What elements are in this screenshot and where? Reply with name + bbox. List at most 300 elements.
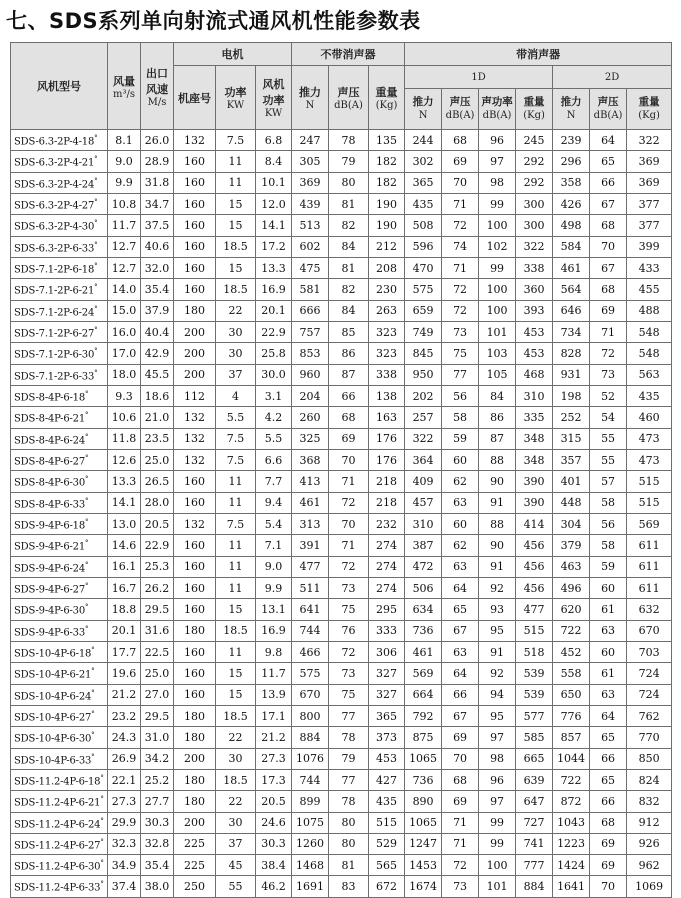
header-fan-power-l1: 风机 (262, 78, 285, 91)
cell-2d-weight: 1069 (627, 876, 672, 897)
cell-ns-weight: 672 (369, 876, 405, 897)
cell-outlet-speed: 35.4 (141, 855, 174, 876)
cell-2d-sound: 67 (590, 257, 627, 278)
cell-power: 15 (216, 599, 256, 620)
cell-ns-sound: 81 (329, 257, 369, 278)
cell-2d-thrust: 1044 (553, 748, 590, 769)
cell-frame: 160 (174, 684, 216, 705)
cell-ns-thrust: 670 (292, 684, 329, 705)
cell-2d-weight: 435 (627, 385, 672, 406)
cell-ns-sound: 66 (329, 385, 369, 406)
cell-ns-weight: 263 (369, 300, 405, 321)
header-1d-thrust-label: 推力 (412, 96, 434, 108)
header-1d-weight-label: 重量 (523, 96, 545, 108)
cell-ns-thrust: 477 (292, 556, 329, 577)
cell-ns-sound: 79 (329, 151, 369, 172)
cell-fan-power: 9.9 (256, 577, 292, 598)
table-row (11, 769, 672, 790)
cell-ns-sound: 85 (329, 321, 369, 342)
cell-airflow: 16.0 (108, 321, 141, 342)
cell-1d-thrust: 575 (405, 279, 442, 300)
header-ns-weight-label: 重量 (375, 86, 398, 99)
table-row (11, 321, 672, 342)
cell-2d-thrust: 304 (553, 513, 590, 534)
cell-model (11, 599, 108, 620)
cell-ns-sound: 80 (329, 812, 369, 833)
cell-model (11, 300, 108, 321)
cell-model (11, 492, 108, 513)
cell-1d-thrust: 244 (405, 130, 442, 151)
cell-frame: 160 (174, 193, 216, 214)
model-text: SDS-7.1-2P-6-30 (14, 349, 95, 361)
cell-2d-sound: 67 (590, 193, 627, 214)
cell-ns-weight: 182 (369, 172, 405, 193)
cell-ns-weight: 190 (369, 215, 405, 236)
cell-2d-sound: 56 (590, 513, 627, 534)
degree-mark: ° (85, 432, 89, 441)
cell-fan-power: 20.1 (256, 300, 292, 321)
cell-1d-weight: 777 (516, 855, 553, 876)
cell-1d-thrust: 569 (405, 663, 442, 684)
cell-1d-sound: 77 (442, 364, 479, 385)
table-row (11, 151, 672, 172)
degree-mark: ° (94, 197, 98, 206)
header-2d: 2D (553, 66, 672, 89)
cell-2d-sound: 69 (590, 855, 627, 876)
cell-1d-weight: 335 (516, 407, 553, 428)
cell-1d-sound: 58 (442, 407, 479, 428)
cell-1d-sound: 56 (442, 385, 479, 406)
cell-1d-sound-power: 99 (479, 257, 516, 278)
cell-frame: 200 (174, 343, 216, 364)
cell-outlet-speed: 28.0 (141, 492, 174, 513)
cell-outlet-speed: 25.0 (141, 449, 174, 470)
cell-ns-thrust: 853 (292, 343, 329, 364)
degree-mark: ° (91, 688, 95, 697)
cell-fan-power: 9.8 (256, 641, 292, 662)
cell-airflow: 8.1 (108, 130, 141, 151)
table-row (11, 812, 672, 833)
cell-model (11, 513, 108, 534)
degree-mark: ° (100, 880, 104, 889)
model-text: SDS-7.1-2P-6-27 (14, 328, 95, 340)
degree-mark: ° (100, 816, 104, 825)
model-text: SDS-10-4P-6-30 (14, 733, 92, 745)
cell-ns-thrust: 369 (292, 172, 329, 193)
cell-1d-sound: 63 (442, 556, 479, 577)
cell-2d-sound: 60 (590, 641, 627, 662)
header-no-silencer: 不带消声器 (292, 43, 405, 66)
cell-model (11, 364, 108, 385)
cell-2d-weight: 563 (627, 364, 672, 385)
cell-fan-power: 10.1 (256, 172, 292, 193)
cell-airflow: 19.6 (108, 663, 141, 684)
cell-2d-thrust: 620 (553, 599, 590, 620)
cell-airflow: 37.4 (108, 876, 141, 897)
cell-2d-thrust: 315 (553, 428, 590, 449)
table-row (11, 535, 672, 556)
cell-power: 45 (216, 855, 256, 876)
cell-2d-weight: 912 (627, 812, 672, 833)
cell-power: 18.5 (216, 236, 256, 257)
table-row (11, 684, 672, 705)
cell-2d-sound: 61 (590, 599, 627, 620)
cell-power: 7.5 (216, 428, 256, 449)
header-2d-weight-label: 重量 (638, 96, 660, 108)
cell-fan-power: 13.9 (256, 684, 292, 705)
cell-ns-sound: 80 (329, 172, 369, 193)
cell-frame: 132 (174, 130, 216, 151)
cell-2d-weight: 455 (627, 279, 672, 300)
cell-power: 7.5 (216, 513, 256, 534)
performance-table (10, 42, 672, 898)
cell-1d-sound-power: 86 (479, 407, 516, 428)
cell-model (11, 833, 108, 854)
cell-1d-sound-power: 91 (479, 492, 516, 513)
cell-outlet-speed: 45.5 (141, 364, 174, 385)
table-row (11, 705, 672, 726)
table-row (11, 193, 672, 214)
cell-model (11, 471, 108, 492)
cell-1d-sound-power: 90 (479, 535, 516, 556)
cell-ns-sound: 72 (329, 556, 369, 577)
cell-frame: 112 (174, 385, 216, 406)
cell-ns-thrust: 581 (292, 279, 329, 300)
cell-1d-sound: 60 (442, 513, 479, 534)
cell-frame: 200 (174, 321, 216, 342)
cell-fan-power: 14.1 (256, 215, 292, 236)
cell-ns-weight: 218 (369, 492, 405, 513)
cell-ns-thrust: 513 (292, 215, 329, 236)
cell-airflow: 16.7 (108, 577, 141, 598)
cell-ns-thrust: 260 (292, 407, 329, 428)
cell-model (11, 684, 108, 705)
cell-power: 11 (216, 151, 256, 172)
cell-ns-sound: 78 (329, 130, 369, 151)
cell-ns-weight: 182 (369, 151, 405, 172)
table-row (11, 279, 672, 300)
cell-2d-weight: 832 (627, 791, 672, 812)
cell-2d-thrust: 1424 (553, 855, 590, 876)
cell-2d-thrust: 198 (553, 385, 590, 406)
cell-ns-thrust: 575 (292, 663, 329, 684)
degree-mark: ° (94, 368, 98, 377)
cell-1d-thrust: 322 (405, 428, 442, 449)
cell-1d-sound-power: 100 (479, 300, 516, 321)
table-row (11, 449, 672, 470)
degree-mark: ° (100, 795, 104, 804)
cell-fan-power: 24.6 (256, 812, 292, 833)
degree-mark: ° (85, 624, 89, 633)
page-title: 七、SDS系列单向射流式通风机性能参数表 (6, 9, 421, 33)
model-text: SDS-8-4P-6-18 (14, 392, 85, 404)
cell-2d-sound: 61 (590, 663, 627, 684)
header-1d-sound-unit: dB(A) (445, 110, 475, 121)
table-body (11, 130, 672, 898)
table-row (11, 428, 672, 449)
cell-airflow: 12.7 (108, 236, 141, 257)
cell-airflow: 10.8 (108, 193, 141, 214)
cell-1d-weight: 585 (516, 727, 553, 748)
cell-power: 11 (216, 172, 256, 193)
degree-mark: ° (91, 645, 95, 654)
cell-ns-thrust: 1076 (292, 748, 329, 769)
cell-outlet-speed: 32.8 (141, 833, 174, 854)
cell-1d-sound-power: 98 (479, 172, 516, 193)
cell-1d-thrust: 596 (405, 236, 442, 257)
cell-1d-sound: 67 (442, 705, 479, 726)
cell-fan-power: 3.1 (256, 385, 292, 406)
cell-2d-weight: 548 (627, 343, 672, 364)
cell-model (11, 130, 108, 151)
cell-1d-thrust: 736 (405, 620, 442, 641)
cell-model (11, 641, 108, 662)
model-text: SDS-6.3-2P-4-24 (14, 178, 95, 190)
cell-1d-sound-power: 96 (479, 769, 516, 790)
cell-1d-thrust: 1674 (405, 876, 442, 897)
cell-ns-sound: 82 (329, 215, 369, 236)
cell-model (11, 343, 108, 364)
header-2d-thrust-label: 推力 (560, 96, 582, 108)
cell-1d-weight: 539 (516, 684, 553, 705)
cell-2d-sound: 68 (590, 279, 627, 300)
cell-1d-sound: 64 (442, 577, 479, 598)
cell-2d-thrust: 1043 (553, 812, 590, 833)
model-text: SDS-10-4P-6-33 (14, 754, 92, 766)
cell-ns-sound: 70 (329, 449, 369, 470)
cell-outlet-speed: 26.2 (141, 577, 174, 598)
cell-2d-weight: 724 (627, 663, 672, 684)
cell-2d-weight: 762 (627, 705, 672, 726)
cell-frame: 200 (174, 748, 216, 769)
cell-2d-thrust: 357 (553, 449, 590, 470)
cell-airflow: 24.3 (108, 727, 141, 748)
cell-2d-sound: 64 (590, 705, 627, 726)
cell-ns-thrust: 1075 (292, 812, 329, 833)
cell-ns-thrust: 960 (292, 364, 329, 385)
table-row (11, 620, 672, 641)
header-outlet-speed-l1: 出口 (146, 66, 168, 80)
cell-1d-sound: 63 (442, 492, 479, 513)
cell-ns-sound: 78 (329, 727, 369, 748)
degree-mark: ° (100, 837, 104, 846)
cell-2d-thrust: 872 (553, 791, 590, 812)
cell-1d-sound-power: 99 (479, 812, 516, 833)
cell-ns-sound: 76 (329, 620, 369, 641)
cell-outlet-speed: 30.3 (141, 812, 174, 833)
header-1d-sound-label: 声压 (449, 96, 471, 108)
cell-2d-thrust: 646 (553, 300, 590, 321)
cell-1d-thrust: 749 (405, 321, 442, 342)
cell-fan-power: 16.9 (256, 279, 292, 300)
table-row (11, 641, 672, 662)
cell-1d-sound: 72 (442, 279, 479, 300)
header-ns-weight-unit: (Kg) (375, 100, 398, 111)
cell-outlet-speed: 42.9 (141, 343, 174, 364)
cell-ns-sound: 81 (329, 855, 369, 876)
cell-fan-power: 38.4 (256, 855, 292, 876)
cell-1d-sound-power: 94 (479, 684, 516, 705)
header-2d-weight-unit: (Kg) (638, 110, 660, 121)
header-1d: 1D (405, 66, 553, 89)
cell-ns-thrust: 757 (292, 321, 329, 342)
cell-airflow: 22.1 (108, 769, 141, 790)
cell-2d-thrust: 1223 (553, 833, 590, 854)
degree-mark: ° (91, 709, 95, 718)
cell-power: 11 (216, 641, 256, 662)
cell-power: 4 (216, 385, 256, 406)
cell-2d-weight: 433 (627, 257, 672, 278)
header-airflow-unit: m³/s (113, 88, 135, 100)
cell-fan-power: 7.1 (256, 535, 292, 556)
cell-1d-weight: 539 (516, 663, 553, 684)
cell-1d-thrust: 202 (405, 385, 442, 406)
cell-ns-sound: 78 (329, 791, 369, 812)
cell-1d-sound-power: 92 (479, 577, 516, 598)
cell-frame: 160 (174, 279, 216, 300)
cell-ns-weight: 565 (369, 855, 405, 876)
model-text: SDS-11.2-4P-6-30 (14, 861, 101, 873)
cell-1d-sound-power: 92 (479, 663, 516, 684)
cell-ns-weight: 163 (369, 407, 405, 428)
cell-frame: 160 (174, 641, 216, 662)
cell-1d-weight: 390 (516, 471, 553, 492)
cell-power: 37 (216, 833, 256, 854)
cell-ns-thrust: 884 (292, 727, 329, 748)
cell-airflow: 14.0 (108, 279, 141, 300)
cell-ns-sound: 83 (329, 876, 369, 897)
cell-1d-thrust: 435 (405, 193, 442, 214)
cell-ns-thrust: 368 (292, 449, 329, 470)
cell-ns-weight: 333 (369, 620, 405, 641)
cell-2d-thrust: 564 (553, 279, 590, 300)
cell-ns-weight: 327 (369, 663, 405, 684)
model-text: SDS-11.2-4P-6-27 (14, 840, 101, 852)
cell-1d-sound: 68 (442, 130, 479, 151)
degree-mark: ° (85, 453, 89, 462)
cell-power: 18.5 (216, 705, 256, 726)
cell-1d-sound: 63 (442, 641, 479, 662)
cell-frame: 160 (174, 151, 216, 172)
table-header (11, 43, 672, 130)
cell-frame: 180 (174, 705, 216, 726)
cell-power: 30 (216, 748, 256, 769)
cell-airflow: 13.0 (108, 513, 141, 534)
cell-1d-sound-power: 91 (479, 556, 516, 577)
cell-ns-weight: 176 (369, 428, 405, 449)
cell-outlet-speed: 26.0 (141, 130, 174, 151)
model-text: SDS-8-4P-6-24 (14, 434, 85, 446)
cell-2d-sound: 68 (590, 812, 627, 833)
model-text: SDS-9-4P-6-27 (14, 584, 85, 596)
cell-frame: 160 (174, 663, 216, 684)
cell-ns-weight: 230 (369, 279, 405, 300)
cell-2d-thrust: 252 (553, 407, 590, 428)
cell-1d-weight: 518 (516, 641, 553, 662)
cell-outlet-speed: 31.0 (141, 727, 174, 748)
cell-1d-sound: 75 (442, 343, 479, 364)
cell-1d-thrust: 472 (405, 556, 442, 577)
cell-1d-sound-power: 97 (479, 151, 516, 172)
cell-frame: 160 (174, 492, 216, 513)
cell-1d-sound-power: 105 (479, 364, 516, 385)
cell-frame: 132 (174, 449, 216, 470)
cell-power: 15 (216, 663, 256, 684)
cell-ns-thrust: 1260 (292, 833, 329, 854)
cell-1d-weight: 468 (516, 364, 553, 385)
table-row (11, 130, 672, 151)
cell-2d-thrust: 734 (553, 321, 590, 342)
cell-power: 7.5 (216, 449, 256, 470)
cell-2d-thrust: 401 (553, 471, 590, 492)
cell-power: 22 (216, 791, 256, 812)
cell-power: 15 (216, 215, 256, 236)
cell-1d-weight: 245 (516, 130, 553, 151)
cell-fan-power: 8.4 (256, 151, 292, 172)
cell-2d-thrust: 722 (553, 620, 590, 641)
cell-ns-sound: 75 (329, 684, 369, 705)
cell-ns-thrust: 666 (292, 300, 329, 321)
cell-1d-sound-power: 101 (479, 876, 516, 897)
header-ns-weight (369, 66, 405, 130)
cell-1d-weight: 727 (516, 812, 553, 833)
model-text: SDS-9-4P-6-30 (14, 605, 85, 617)
cell-1d-weight: 741 (516, 833, 553, 854)
cell-frame: 200 (174, 812, 216, 833)
degree-mark: ° (85, 539, 89, 548)
cell-model (11, 407, 108, 428)
cell-1d-thrust: 470 (405, 257, 442, 278)
degree-mark: ° (91, 667, 95, 676)
cell-2d-sound: 66 (590, 172, 627, 193)
cell-1d-thrust: 1247 (405, 833, 442, 854)
cell-1d-sound-power: 88 (479, 449, 516, 470)
model-text: SDS-11.2-4P-6-18 (14, 776, 101, 788)
cell-ns-thrust: 325 (292, 428, 329, 449)
cell-1d-thrust: 457 (405, 492, 442, 513)
cell-2d-sound: 69 (590, 300, 627, 321)
cell-frame: 180 (174, 620, 216, 641)
cell-1d-sound: 72 (442, 855, 479, 876)
cell-frame: 250 (174, 876, 216, 897)
cell-ns-thrust: 602 (292, 236, 329, 257)
cell-1d-sound-power: 98 (479, 748, 516, 769)
cell-model (11, 769, 108, 790)
cell-outlet-speed: 25.0 (141, 663, 174, 684)
header-fan-power (256, 66, 292, 130)
cell-ns-sound: 80 (329, 833, 369, 854)
header-outlet-speed-unit: M/s (147, 96, 167, 108)
degree-mark: ° (94, 347, 98, 356)
cell-fan-power: 9.4 (256, 492, 292, 513)
cell-2d-sound: 55 (590, 428, 627, 449)
table-row (11, 599, 672, 620)
cell-airflow: 13.3 (108, 471, 141, 492)
cell-2d-sound: 59 (590, 556, 627, 577)
cell-frame: 132 (174, 513, 216, 534)
cell-frame: 180 (174, 300, 216, 321)
cell-1d-sound-power: 97 (479, 727, 516, 748)
header-1d-thrust (405, 89, 442, 130)
header-airflow (108, 43, 141, 130)
cell-1d-sound: 65 (442, 599, 479, 620)
cell-ns-weight: 453 (369, 748, 405, 769)
table-row (11, 172, 672, 193)
cell-outlet-speed: 22.9 (141, 535, 174, 556)
cell-1d-sound: 62 (442, 535, 479, 556)
cell-2d-weight: 369 (627, 172, 672, 193)
cell-2d-sound: 54 (590, 407, 627, 428)
